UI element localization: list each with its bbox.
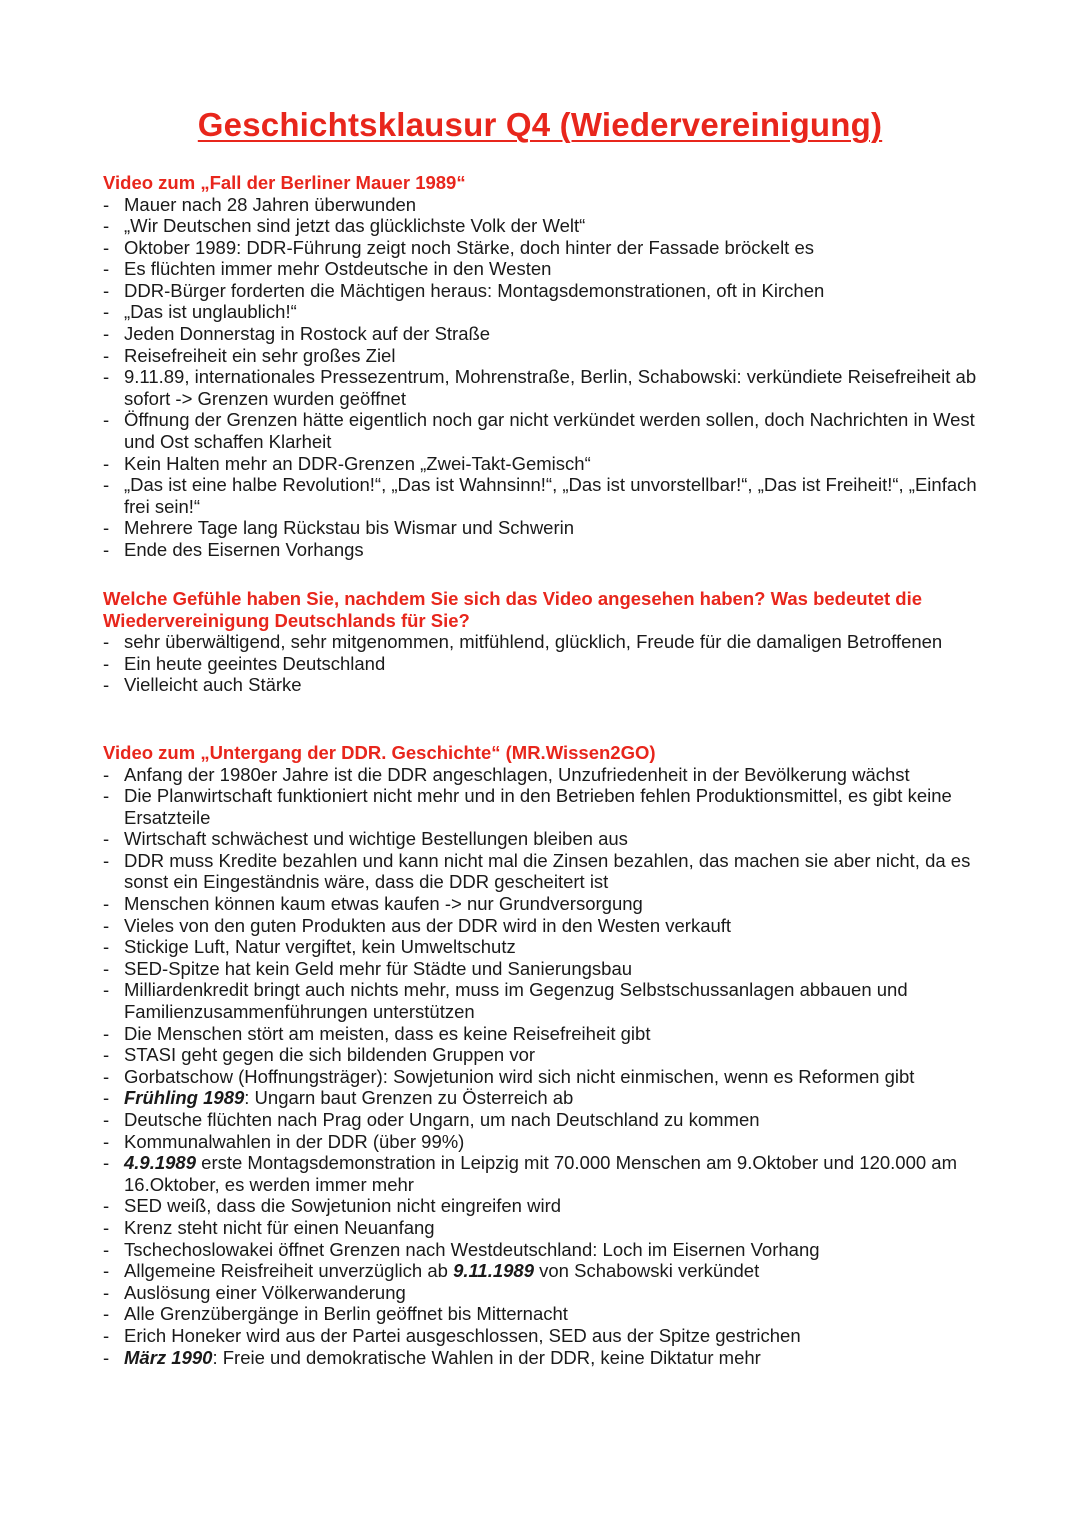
- list-item: [103, 1131, 1003, 1153]
- list-item: [103, 366, 1003, 409]
- item-text: Alle Grenzübergänge in Berlin geöffnet bis Mitternacht: [124, 1303, 568, 1325]
- emphasis-text: 4.9.1989: [124, 1152, 197, 1174]
- item-text: DDR muss Kredite bezahlen und kann nicht mal die Zinsen bezahlen, das machen sie aber nicht, da es sonst ein Eingeständnis wäre, dass die DDR gescheitert ist: [124, 849, 971, 893]
- item-text: von Schabowski verkündet: [534, 1260, 760, 1282]
- item-text: Anfang der 1980er Jahre ist die DDR angeschlagen, Unzufriedenheit in der Bevölkerung wächst: [124, 763, 910, 785]
- list-item: [103, 785, 1003, 828]
- list-item: [103, 674, 1003, 696]
- emphasis-text: 9.11.1989: [453, 1260, 534, 1282]
- section-heading: Video zum „Untergang der DDR. Geschichte“ (MR.Wissen2GO): [103, 742, 656, 763]
- list-item: [103, 237, 1003, 259]
- item-text: Die Menschen stört am meisten, dass es keine Reisefreiheit gibt: [124, 1022, 651, 1044]
- item-text: „Das ist unglaublich!“: [124, 301, 297, 323]
- list-item: [103, 1303, 1003, 1325]
- item-text: STASI geht gegen die sich bildenden Gruppen vor: [124, 1044, 536, 1066]
- item-text: Wirtschaft schwächest und wichtige Bestellungen bleiben aus: [124, 828, 628, 850]
- list-item: [103, 828, 1003, 850]
- bullet-list: [103, 194, 1003, 561]
- item-text: „Das ist eine halbe Revolution!“, „Das ist Wahnsinn!“, „Das ist unvorstellbar!“, „Das ist Freiheit!“, „Einfach frei sein!“: [124, 474, 977, 517]
- list-item: [103, 1195, 1003, 1217]
- list-item: [103, 1044, 1003, 1066]
- list-item: [103, 936, 1003, 958]
- bullet-list: [103, 631, 1003, 696]
- item-text: : Ungarn baut Grenzen zu Österreich ab: [244, 1087, 574, 1109]
- list-item: [103, 1066, 1003, 1088]
- list-item: [103, 893, 1003, 915]
- item-text: Ein heute geeintes Deutschland: [124, 652, 386, 674]
- list-item: [103, 301, 1003, 323]
- bullet-list: [103, 764, 1003, 1369]
- item-text: : Freie und demokratische Wahlen in der DDR, keine Diktatur mehr: [212, 1346, 761, 1368]
- item-text: Reisefreiheit ein sehr großes Ziel: [124, 344, 396, 366]
- item-text: Menschen können kaum etwas kaufen -> nur Grundversorgung: [124, 893, 643, 915]
- section-heading: Welche Gefühle haben Sie, nachdem Sie sich das Video angesehen haben? Was bedeutet die Wiedervereinigung Deutschlands für Sie?: [103, 588, 923, 631]
- item-text: Kein Halten mehr an DDR-Grenzen „Zwei-Takt-Gemisch“: [124, 452, 591, 474]
- item-text: Mehrere Tage lang Rückstau bis Wismar und Schwerin: [124, 517, 575, 539]
- item-text: SED-Spitze hat kein Geld mehr für Städte und Sanierungsbau: [124, 957, 633, 979]
- item-text: Ende des Eisernen Vorhangs: [124, 539, 364, 560]
- list-item: [103, 1347, 1003, 1369]
- list-item: [103, 1325, 1003, 1347]
- list-item: [103, 631, 1003, 653]
- item-text: Vielleicht auch Stärke: [124, 674, 302, 696]
- list-item: [103, 915, 1003, 937]
- page-title: Geschichtsklausur Q4 (Wiedervereinigung): [197, 106, 883, 143]
- item-text: 9.11.89, internationales Pressezentrum, Mohrenstraße, Berlin, Schabowski: verkündiete Reisefreiheit ab sofort -> Grenzen wurden geöffnet: [124, 366, 977, 409]
- item-text: sehr überwältigend, sehr mitgenommen, mitfühlend, glücklich, Freude für die damaligen Betroffenen: [124, 631, 943, 652]
- list-item: [103, 517, 1003, 539]
- list-item: [103, 194, 1003, 216]
- list-item: [103, 1282, 1003, 1304]
- list-item: [103, 1152, 1003, 1195]
- item-text: DDR-Bürger forderten die Mächtigen heraus: Montagsdemonstrationen, oft in Kirchen: [124, 279, 825, 301]
- item-text: Vieles von den guten Produkten aus der DDR wird in den Westen verkauft: [124, 914, 732, 936]
- list-item: [103, 1023, 1003, 1045]
- list-item: [103, 850, 1003, 893]
- section-gefuehle: [103, 588, 1003, 696]
- item-text: Milliardenkredit bringt auch nichts mehr, muss im Gegenzug Selbstschussanlagen abbauen und Familienzusammenführungen unterstützen: [124, 979, 908, 1023]
- item-text: Kommunalwahlen in der DDR (über 99%): [124, 1130, 465, 1152]
- list-item: [103, 1109, 1003, 1131]
- section-heading: Video zum „Fall der Berliner Mauer 1989“: [103, 172, 466, 193]
- list-item: [103, 345, 1003, 367]
- list-item: [103, 453, 1003, 475]
- item-text: „Wir Deutschen sind jetzt das glücklichste Volk der Welt“: [124, 215, 586, 237]
- item-text: Jeden Donnerstag in Rostock auf der Straße: [124, 323, 491, 345]
- list-item: [103, 653, 1003, 675]
- list-item: [103, 1260, 1003, 1282]
- item-text: Gorbatschow (Hoffnungsträger): Sowjetunion wird sich nicht einmischen, wenn es Reformen gibt: [124, 1065, 915, 1087]
- item-text: Die Planwirtschaft funktioniert nicht mehr und in den Betrieben fehlen Produktionsmittel, es gibt keine Ersatzteile: [124, 785, 952, 828]
- item-text: Krenz steht nicht für einen Neuanfang: [124, 1216, 435, 1238]
- item-text: Oktober 1989: DDR-Führung zeigt noch Stärke, doch hinter der Fassade bröckelt es: [124, 236, 814, 258]
- item-text: Öffnung der Grenzen hätte eigentlich noch gar nicht verkündet werden sollen, doch Nachrichten in West und Ost schaffen Klarheit: [124, 409, 975, 453]
- item-text: Mauer nach 28 Jahren überwunden: [124, 193, 417, 215]
- item-text: Es flüchten immer mehr Ostdeutsche in den Westen: [124, 258, 552, 280]
- list-item: [103, 258, 1003, 280]
- item-text: Stickige Luft, Natur vergiftet, kein Umweltschutz: [124, 936, 516, 958]
- list-item: [103, 474, 1003, 517]
- list-item: [103, 280, 1003, 302]
- item-text: Erich Honeker wird aus der Partei ausgeschlossen, SED aus der Spitze gestrichen: [124, 1324, 801, 1346]
- item-text: Allgemeine Reisfreiheit unverzüglich ab: [124, 1260, 454, 1282]
- item-text: erste Montagsdemonstration in Leipzig mit 70.000 Menschen am 9.Oktober und 120.000 am 16.Oktober, es werden immer mehr: [124, 1152, 958, 1195]
- item-text: Deutsche flüchten nach Prag oder Ungarn, um nach Deutschland zu kommen: [124, 1109, 760, 1130]
- item-text: Auslösung einer Völkerwanderung: [124, 1281, 406, 1303]
- section-fall-der-mauer: [103, 172, 1003, 561]
- list-item: [103, 1239, 1003, 1261]
- list-item: [103, 764, 1003, 786]
- item-text: Tschechoslowakei öffnet Grenzen nach Westdeutschland: Loch im Eisernen Vorhang: [124, 1238, 820, 1260]
- list-item: [103, 409, 1003, 452]
- list-item: [103, 323, 1003, 345]
- emphasis-text: März 1990: [124, 1346, 213, 1368]
- list-item: [103, 215, 1003, 237]
- emphasis-text: Frühling 1989: [124, 1087, 245, 1109]
- section-untergang-ddr: [103, 742, 1003, 1368]
- list-item: [103, 958, 1003, 980]
- list-item: [103, 979, 1003, 1022]
- list-item: [103, 1087, 1003, 1109]
- list-item: [103, 539, 1003, 561]
- item-text: SED weiß, dass die Sowjetunion nicht eingreifen wird: [124, 1195, 562, 1217]
- list-item: [103, 1217, 1003, 1239]
